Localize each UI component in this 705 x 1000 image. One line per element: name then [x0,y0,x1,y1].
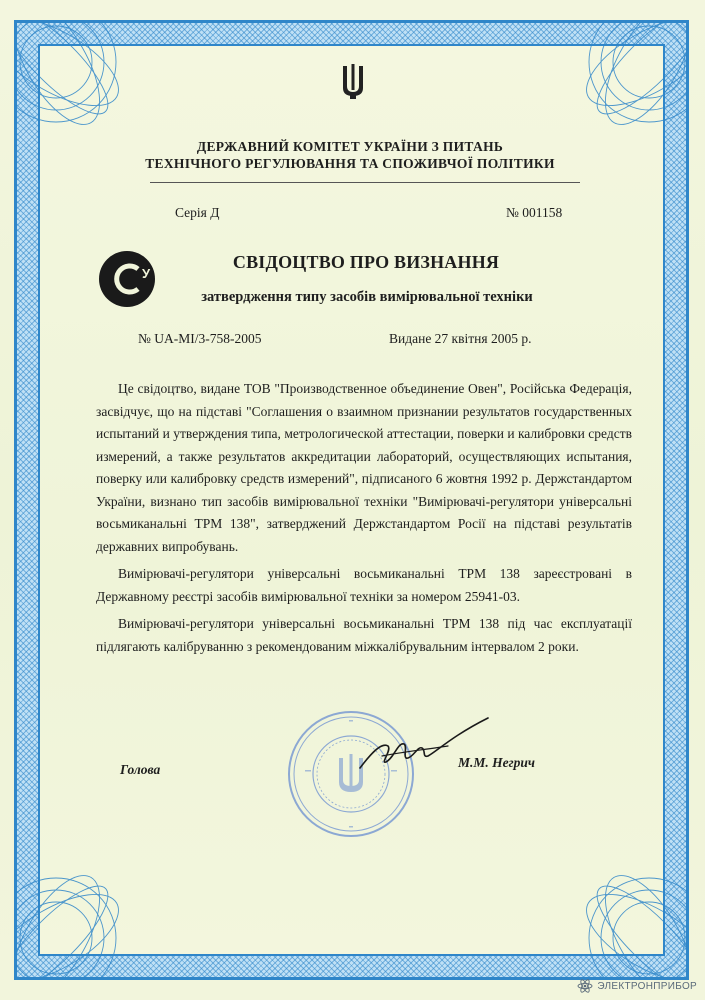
registration-number: № UA-MI/3-758-2005 [138,331,262,346]
issuing-authority [100,138,600,172]
body-paragraph: Вимірювачі-регулятори універсальні восьмиканальні ТРМ 138 зареєстровані в Державному реєстрі засобів вимірювальної техніки за номером 25941-03. [96,566,632,604]
signatory-role: Голова [120,762,161,777]
watermark [577,978,697,994]
body-paragraph: Це свідоцтво, видане ТОВ "Производственное объединение Овен", Російська Федерація, засвідчує, що на підставі "Соглашения о взаимном признании результатов государственных испытаний и утверждения типа, метрологической аттестации, поверки и калибровки средств измерений, а также результатов аккредитации лабораторий, осуществляющих испытания, поверку или калибровку средств измерений", підписаного 6 жовтня 1992 р. Держстандартом України, визнано тип засобів вимірювальної техніки "Вимірювачі-регулятори універсальні восьмиканальні ТРМ 138", затверджений Держстандартом Росії на підставі результатів державних випробувань. [96,381,632,554]
series-label: Серія Д [175,205,220,220]
rosette-bottom-right-icon [539,828,689,978]
signatory-name: М.М. Негрич [458,755,535,770]
signature-icon [352,712,492,782]
certificate-subtitle: затвердження типу засобів вимірювальної техніки [201,289,533,305]
trident-emblem-icon [341,62,365,100]
svg-text:У: У [142,266,151,281]
rosette-bottom-left-icon [16,828,166,978]
certificate-number: № 001158 [506,205,563,220]
divider [150,182,580,183]
body-paragraph: Вимірювачі-регулятори універсальні восьмиканальні ТРМ 138 під час експлуатації підлягають калібруванню з рекомендованим міжкалібрувальним інтервалом 2 роки. [96,616,632,654]
watermark-text: ЭЛЕКТРОНПРИБОР [597,980,697,992]
issue-date: Видане 27 квітня 2005 р. [389,331,532,346]
certificate-title: СВІДОЦТВО ПРО ВИЗНАННЯ [232,252,500,272]
certificate-body [96,378,632,658]
atom-icon [577,978,593,994]
authority-line-2: ТЕХНІЧНОГО РЕГУЛЮВАННЯ ТА СПОЖИВЧОЇ ПОЛІТИКИ [145,156,555,171]
authority-line-1: ДЕРЖАВНИЙ КОМІТЕТ УКРАЇНИ З ПИТАНЬ [196,139,504,154]
certification-mark-icon [98,250,156,308]
